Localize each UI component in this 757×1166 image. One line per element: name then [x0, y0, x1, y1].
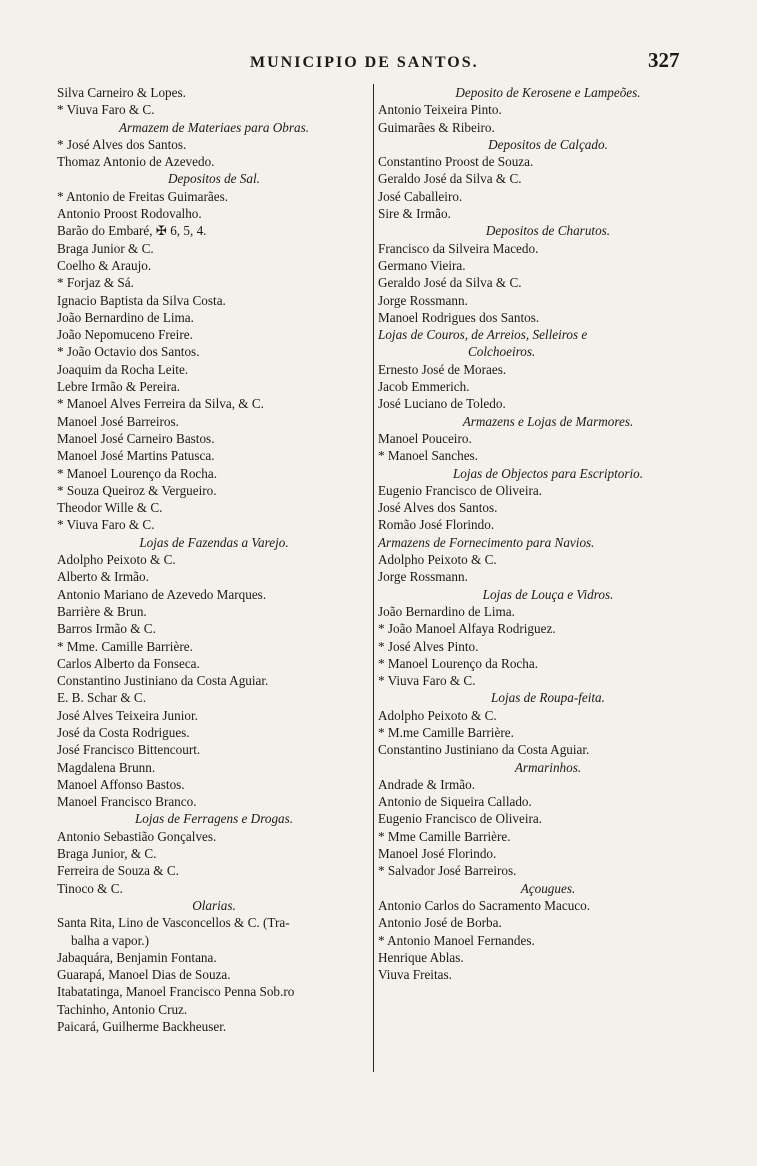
list-item: Silva Carneiro & Lopes.: [57, 85, 186, 100]
section-heading: Armazem de Materiaes para Obras.: [118, 119, 310, 135]
list-item: Adolpho Peixoto & C.: [57, 552, 176, 568]
list-item: Manoel José Martins Patusca.: [57, 448, 215, 464]
list-item: * José Alves Pinto.: [378, 638, 479, 654]
list-item: Manoel José Carneiro Bastos.: [57, 430, 215, 446]
list-item: Constantino Justiniano da Costa Aguiar.: [378, 742, 590, 758]
list-item: Antonio Carlos do Sacramento Macuco.: [378, 897, 591, 913]
section-heading: Armazens e Lojas de Marmores.: [462, 413, 634, 429]
list-item: Manoel Francisco Branco.: [57, 794, 197, 810]
page-number: 327: [648, 48, 680, 72]
list-item: * Viuva Faro & C.: [57, 517, 155, 533]
list-item: Romão José Florindo.: [378, 517, 495, 533]
section-heading: Lojas de Ferragens e Drogas.: [134, 811, 294, 827]
list-item: Antonio Mariano de Azevedo Marques.: [57, 586, 267, 602]
list-item: Viuva Freitas.: [378, 967, 452, 983]
list-item: Antonio Sebastião Gonçalves.: [57, 828, 217, 844]
section-heading: Depositos de Sal.: [168, 171, 260, 187]
left-column: [57, 84, 371, 1035]
list-item: * Viuva Faro & C.: [378, 673, 476, 689]
section-heading: Armazens de Fornecimento para Navios.: [378, 534, 595, 550]
list-item: E. B. Schar & C.: [57, 690, 147, 706]
list-item: Guimarães & Ribeiro.: [378, 119, 495, 135]
list-item: José Francisco Bittencourt.: [57, 742, 201, 758]
list-item: * João Octavio dos Santos.: [57, 344, 200, 360]
list-item: Magdalena Brunn.: [57, 759, 156, 775]
list-item: Ernesto José de Moraes.: [378, 361, 507, 377]
right-column: [378, 84, 718, 983]
list-item: José Luciano de Toledo.: [378, 396, 506, 412]
list-item: Jabaquára, Benjamin Fontana.: [57, 949, 217, 965]
list-item: Barros Irmão & C.: [57, 621, 156, 637]
list-item: Francisco da Silveira Macedo.: [378, 240, 539, 256]
list-item: João Bernardino de Lima.: [57, 309, 194, 325]
list-item: Jorge Rossmann.: [378, 292, 468, 308]
list-item: * Manoel Lourenço da Rocha.: [378, 655, 539, 671]
section-heading-continuation: Colchoeiros.: [468, 344, 536, 360]
list-item: Santa Rita, Lino de Vasconcellos & C. (Tra-: [57, 915, 290, 931]
list-item: Jorge Rossmann.: [378, 569, 468, 585]
list-item: José Caballeiro.: [378, 188, 463, 204]
list-item: Manoel José Barreiros.: [57, 413, 179, 429]
list-item: * Mme Camille Barrière.: [378, 828, 511, 844]
list-item: Guarapá, Manoel Dias de Souza.: [57, 967, 231, 983]
list-item: * M.me Camille Barrière.: [378, 724, 514, 740]
list-item: Ferreira de Souza & C.: [57, 863, 179, 879]
list-item: Coelho & Araujo.: [57, 257, 152, 273]
list-item: Braga Junior, & C.: [57, 846, 157, 862]
section-heading: Armarinhos.: [514, 759, 582, 775]
list-item: João Bernardino de Lima.: [378, 603, 515, 619]
list-item: Braga Junior & C.: [57, 240, 154, 256]
section-heading: Deposito de Kerosene e Lampeões.: [455, 85, 641, 100]
list-item: Lebre Irmão & Pereira.: [57, 379, 181, 395]
section-heading: Depositos de Calçado.: [488, 136, 608, 152]
list-item: Joaquim da Rocha Leite.: [57, 361, 189, 377]
list-item: José da Costa Rodrigues.: [57, 724, 190, 740]
list-item: * Viuva Faro & C.: [57, 102, 155, 118]
list-item: Germano Vieira.: [378, 257, 466, 273]
column-divider: [373, 84, 374, 1072]
list-item: * Antonio Manoel Fernandes.: [378, 932, 535, 948]
list-item: Eugenio Francisco de Oliveira.: [378, 811, 543, 827]
list-item: Henrique Ablas.: [378, 949, 464, 965]
list-item: Antonio de Siqueira Callado.: [378, 794, 532, 810]
list-item: * Manoel Sanches.: [378, 448, 478, 464]
list-item: Geraldo José da Silva & C.: [378, 275, 522, 291]
list-item: Paicará, Guilherme Backheuser.: [57, 1019, 227, 1035]
list-item: Alberto & Irmão.: [57, 569, 149, 585]
list-item: * Forjaz & Sá.: [57, 275, 134, 291]
list-item: Antonio Proost Rodovalho.: [57, 206, 202, 222]
list-item: Sire & Irmão.: [378, 206, 451, 222]
list-item: Constantino Justiniano da Costa Aguiar.: [57, 673, 269, 689]
list-item: Adolpho Peixoto & C.: [378, 552, 497, 568]
section-heading: Lojas de Louça e Vidros.: [482, 586, 614, 602]
section-heading: Lojas de Couros, de Arreios, Selleiros e: [378, 327, 588, 343]
list-item-continuation: balha a vapor.): [71, 932, 149, 948]
list-item: Geraldo José da Silva & C.: [378, 171, 522, 187]
list-item: Manoel Pouceiro.: [378, 430, 472, 446]
section-heading: Lojas de Objectos para Escriptorio.: [452, 465, 644, 481]
list-item: Barrière & Brun.: [57, 603, 147, 619]
list-item: Tachinho, Antonio Cruz.: [57, 1001, 188, 1017]
section-heading: Lojas de Roupa-feita.: [491, 690, 605, 706]
page-title: MUNICIPIO DE SANTOS.: [250, 54, 479, 71]
list-item: Adolpho Peixoto & C.: [378, 707, 497, 723]
list-item: Tinoco & C.: [57, 880, 123, 896]
list-item: * Salvador José Barreiros.: [378, 863, 517, 879]
list-item: * João Manoel Alfaya Rodriguez.: [378, 621, 556, 637]
list-item: Constantino Proost de Souza.: [378, 154, 534, 170]
list-item: Thomaz Antonio de Azevedo.: [57, 154, 215, 170]
list-item: Antonio José de Borba.: [378, 915, 502, 931]
list-item: * José Alves dos Santos.: [57, 136, 187, 152]
list-item: * Mme. Camille Barrière.: [57, 638, 193, 654]
section-heading: Olarias.: [192, 897, 236, 913]
list-item: Carlos Alberto da Fonseca.: [57, 655, 200, 671]
list-item: Manoel Rodrigues dos Santos.: [378, 309, 540, 325]
list-item: * Antonio de Freitas Guimarães.: [57, 188, 229, 204]
section-heading: Açougues.: [520, 880, 576, 896]
page-header: [0, 48, 757, 78]
list-item: * Manoel Lourenço da Rocha.: [57, 465, 218, 481]
list-item: José Alves Teixeira Junior.: [57, 707, 198, 723]
list-item: Manoel Affonso Bastos.: [57, 776, 185, 792]
list-item: Manoel José Florindo.: [378, 846, 497, 862]
list-item: José Alves dos Santos.: [378, 500, 498, 516]
list-item: Barão do Embaré, ✠ 6, 5, 4.: [57, 223, 207, 239]
list-item: Antonio Teixeira Pinto.: [378, 102, 502, 118]
list-item: João Nepomuceno Freire.: [57, 327, 193, 343]
section-heading: Depositos de Charutos.: [485, 223, 611, 239]
list-item: * Souza Queiroz & Vergueiro.: [57, 482, 217, 498]
section-heading: Lojas de Fazendas a Varejo.: [139, 534, 289, 550]
list-item: Ignacio Baptista da Silva Costa.: [57, 292, 226, 308]
list-item: Jacob Emmerich.: [378, 379, 470, 395]
list-item: Eugenio Francisco de Oliveira.: [378, 482, 543, 498]
list-item: Andrade & Irmão.: [378, 776, 476, 792]
list-item: * Manoel Alves Ferreira da Silva, & C.: [57, 396, 264, 412]
list-item: Itabatatinga, Manoel Francisco Penna Sob.ro: [57, 984, 295, 1000]
list-item: Theodor Wille & C.: [57, 500, 163, 516]
